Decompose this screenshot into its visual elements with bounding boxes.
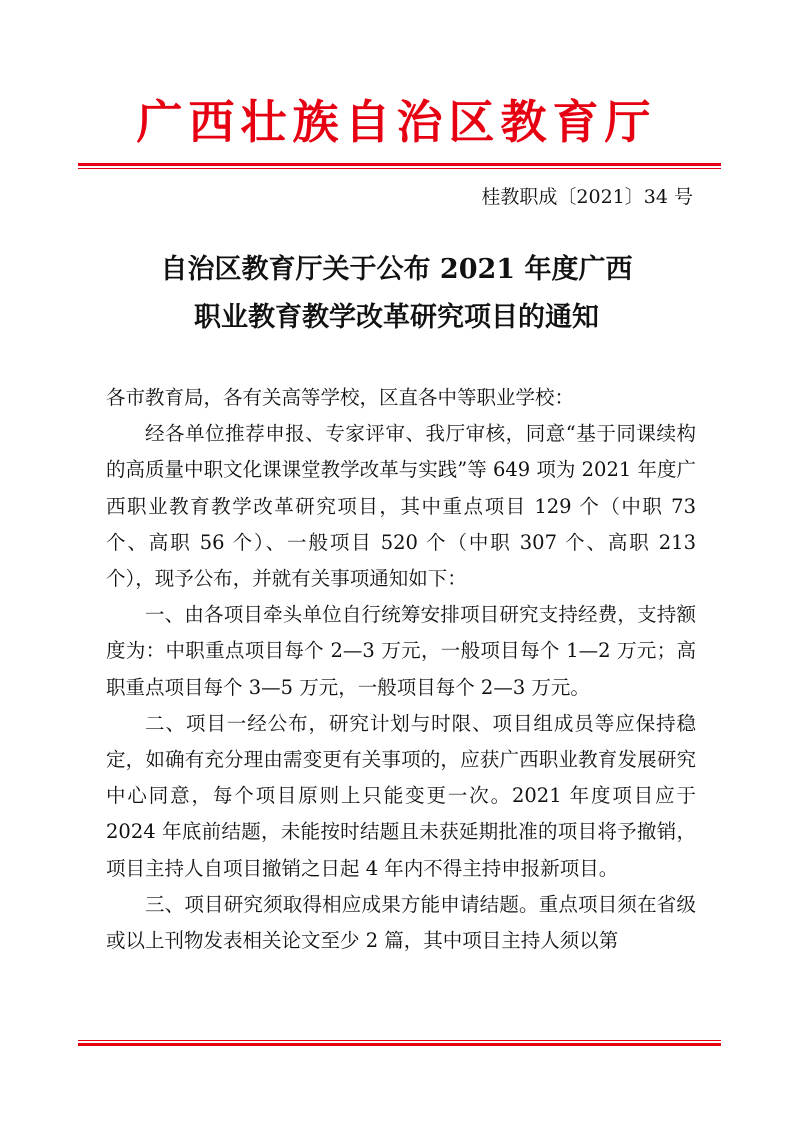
footer-red-rule-thick (78, 1043, 721, 1046)
document-body (106, 380, 696, 959)
salutation: 各市教育局，各有关高等学校，区直各中等职业学校： (106, 386, 575, 409)
document-title-line-2: 职业教育教学改革研究项目的通知 (194, 302, 599, 333)
paragraph-item-1: 一、由各项目牵头单位自行统筹安排项目研究支持经费，支持额度为：中职重点项目每个 2—3 万元，一般项目每个 1—2 万元；高职重点项目每个 3—5 万元，一般项目每个 2—3 万元。 (106, 603, 696, 699)
paragraph-item-2: 二、项目一经公布，研究计划与时限、项目组成员等应保持稳定，如确有充分理由需变更有关事项的，应获广西职业教育发展研究中心同意，每个项目原则上只能变更一次。2021 年度项目应于 2024 年底前结题，未能按时结题且未获延期批准的项目将予撤销，项目主持人自项目撤销之日起 4 年内不得主持申报新项目。 (106, 711, 696, 880)
paragraph-item-3: 三、项目研究须取得相应成果方能申请结题。重点项目须在省级或以上刊物发表相关论文至少 2 篇，其中项目主持人须以第 (106, 892, 696, 953)
letterhead-red-rule-thick (78, 163, 721, 166)
document-title-line-1: 自治区教育厅关于公布 2021 年度广西 (160, 254, 633, 285)
footer-red-rule-thin (78, 1040, 721, 1041)
document-number: 桂教职成〔2021〕34 号 (481, 186, 693, 208)
letterhead-red-rule-thin (78, 168, 721, 169)
paragraph-intro: 经各单位推荐申报、专家评审、我厅审核，同意“基于同课续构的高质量中职文化课课堂教学改革与实践”等 649 项为 2021 年度广西职业教育教学改革研究项目，其中重点项目 129 个（中职 73 个、高职 56 个）、一般项目 520 个（中职 307 个、高职 213 个），现予公布，并就有关事项通知如下： (106, 422, 696, 591)
document-title (0, 246, 793, 342)
letterhead-org-name: 广西壮族自治区教育厅 (136, 95, 657, 149)
